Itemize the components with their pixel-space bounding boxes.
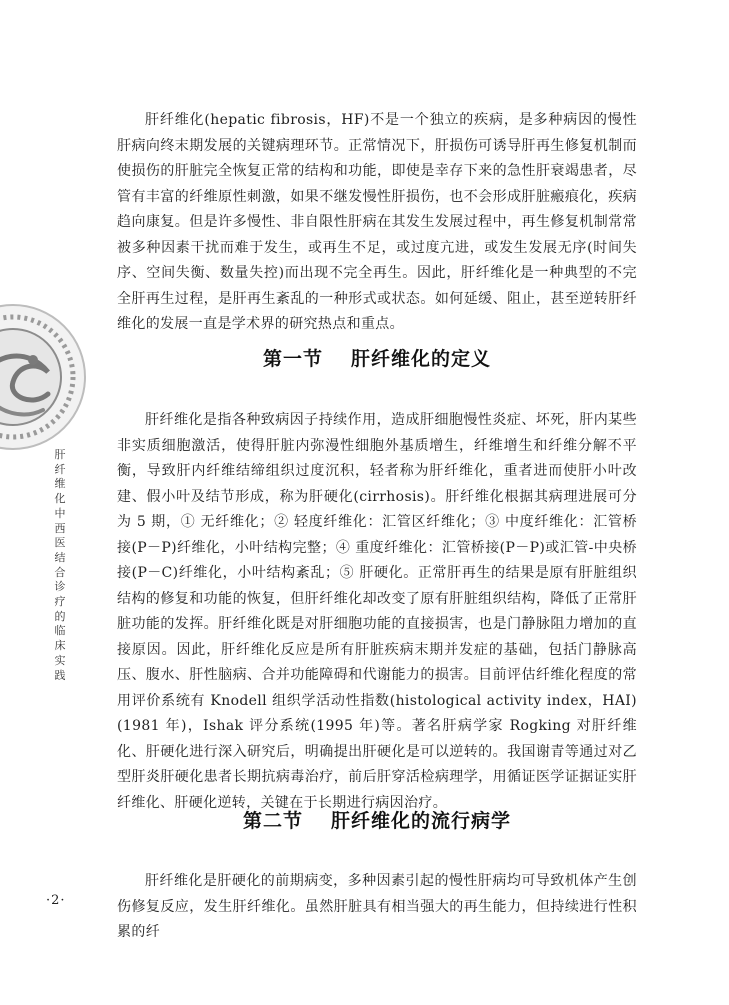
section-1-heading — [117, 344, 637, 371]
book-side-title: 肝纤维化中西医结合诊疗的临床实践 — [54, 448, 66, 682]
definition-paragraph: 肝纤维化是指各种致病因子持续作用，造成肝细胞慢性炎症、坏死，肝内某些非实质细胞激活，使得肝脏内弥漫性细胞外基质增生，纤维增生和纤维分解不平衡，导致肝内纤维结缔组织过度沉积，轻者称为肝纤维化，重者进而使肝小叶改建、假小叶及结节形成，称为肝硬化(cirrhosis)。肝纤维化根据其病理进展可分为 5 期，① 无纤维化；② 轻度纤维化：汇管区纤维化；③ 中度纤维化：汇管桥接(P－P)纤维化，小叶结构完整；④ 重度纤维化：汇管桥接(P－P)或汇管-中央桥接(P－C)纤维化，小叶结构紊乱；⑤ 肝硬化。正常肝再生的结果是原有肝脏组织结构的修复和功能的恢复，但肝纤维化却改变了原有肝脏组织结构，降低了正常肝脏功能的发挥。肝纤维化既是对肝细胞功能的直接损害，也是门静脉阻力增加的直接原因。因此，肝纤维化反应是所有肝脏疾病末期并发症的基础，包括门静脉高压、腹水、肝性脑病、合并功能障碍和代谢能力的损害。目前评估纤维化程度的常用评价系统有 Knodell 组织学活动性指数(histological activity index，HAI)(1981 年)，Ishak 评分系统(1995 年)等。著名肝病学家 Rogking 对肝纤维化、肝硬化进行深入研究后，明确提出肝硬化是可以逆转的。我国谢青等通过对乙型肝炎肝硬化患者长期抗病毒治疗，前后肝穿活检病理学，用循证医学证据证实肝纤维化、肝硬化逆转，关键在于长期进行病因治疗。 — [117, 412, 637, 811]
page-number: ·2· — [46, 893, 66, 908]
section-1-title: 肝纤维化的定义 — [351, 348, 492, 370]
intro-paragraph: 肝纤维化(hepatic fibrosis，HF)不是一个独立的疾病，是多种病因的慢性肝病向终末期发展的关键病理环节。正常情况下，肝损伤可诱导肝再生修复机制而使损伤的肝脏完全恢复正常的结构和功能，即使是幸存下来的急性肝衰竭患者，尽管有丰富的纤维原性刺激，如果不继发慢性肝损伤，也不会形成肝脏瘢痕化，疾病趋向康复。但是许多慢性、非自限性肝病在其发生发展过程中，再生修复机制常常被多种因素干扰而难于发生，或再生不足，或过度亢进，或发生发展无序(时间失序、空间失衡、数量失控)而出现不完全再生。因此，肝纤维化是一种典型的不完全肝再生过程，是肝再生紊乱的一种形式或状态。如何延缓、阻止，甚至逆转肝纤维化的发展一直是学术界的研究热点和重点。 — [117, 112, 637, 332]
section-2-title: 肝纤维化的流行病学 — [331, 810, 512, 832]
decorative-seal-icon — [0, 302, 88, 452]
section-2-number: 第二节 — [242, 810, 303, 832]
epidemiology-paragraph: 肝纤维化是肝硬化的前期病变，多种因素引起的慢性肝病均可导致机体产生创伤修复反应，发生肝纤维化。虽然肝脏具有相当强大的再生能力，但持续进行性积累的纤 — [117, 873, 637, 940]
section-2-heading — [117, 806, 637, 833]
section-1-number: 第一节 — [262, 348, 323, 370]
